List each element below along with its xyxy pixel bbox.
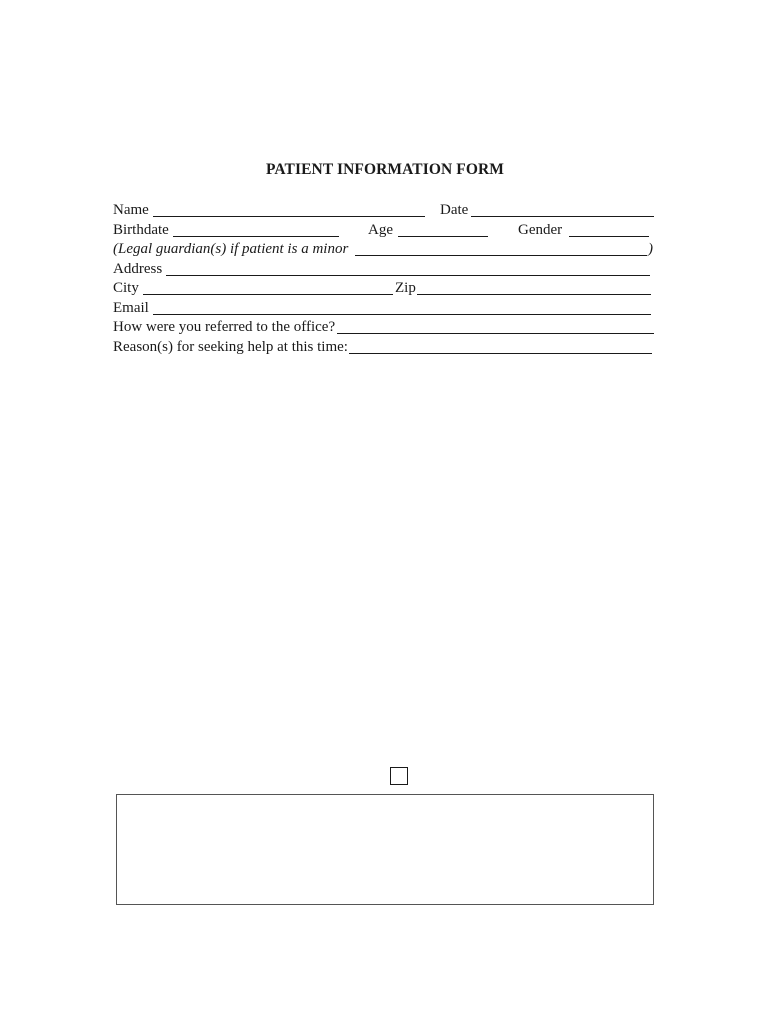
gender-label: Gender [518,222,563,238]
notes-textbox[interactable] [116,794,654,905]
gender-field[interactable] [569,236,649,237]
referred-field[interactable] [337,333,654,334]
zip-field[interactable] [417,294,651,295]
age-field[interactable] [398,236,488,237]
row-birthdate-age-gender [113,221,654,239]
checkbox[interactable] [390,767,408,785]
row-name-date [113,201,654,219]
birthdate-label: Birthdate [113,222,169,238]
email-field[interactable] [153,314,651,315]
row-email [113,299,654,317]
form-title: PATIENT INFORMATION FORM [265,161,505,178]
row-reason [113,338,654,356]
row-guardian [113,240,654,258]
address-field[interactable] [166,275,650,276]
date-field[interactable] [471,216,654,217]
row-address [113,260,654,278]
date-label: Date [440,202,469,218]
reason-label: Reason(s) for seeking help at this time: [113,339,348,355]
city-field[interactable] [143,294,393,295]
name-field[interactable] [153,216,425,217]
row-referral [113,318,654,336]
email-label: Email [113,300,149,316]
name-label: Name [113,202,149,218]
guardian-close-paren: ) [648,241,653,257]
zip-label: Zip [395,280,416,296]
city-label: City [113,280,139,296]
referred-label: How were you referred to the office? [113,319,336,335]
guardian-field[interactable] [355,255,647,256]
address-label: Address [113,261,163,277]
age-label: Age [368,222,393,238]
guardian-label: (Legal guardian(s) if patient is a minor [113,241,349,257]
reason-field[interactable] [349,353,652,354]
row-city-zip [113,279,654,297]
birthdate-field[interactable] [173,236,339,237]
